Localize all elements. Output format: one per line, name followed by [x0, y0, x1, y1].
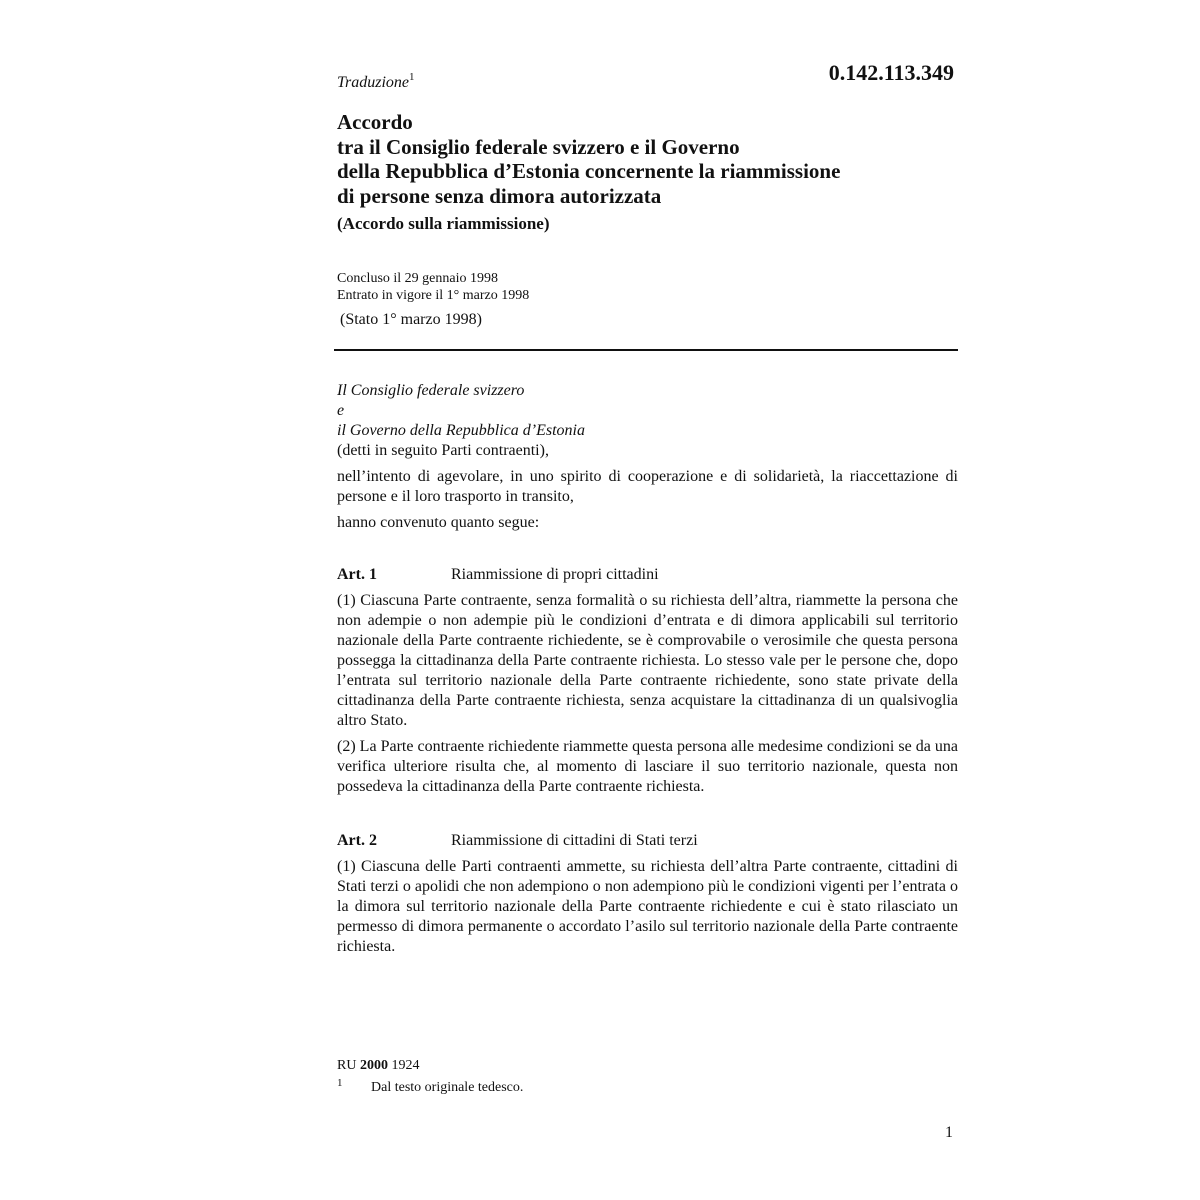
dates-block	[337, 270, 529, 304]
article-1	[337, 565, 958, 797]
article-title: Riammissione di propri cittadini	[451, 566, 659, 583]
conjunction: e	[337, 402, 345, 419]
preamble-agreed: hanno convenuto quanto segue:	[337, 514, 540, 531]
page-number: 1	[945, 1124, 953, 1141]
party-swiss: Il Consiglio federale svizzero	[337, 382, 525, 399]
in-force-date: Entrato in vigore il 1° marzo 1998	[337, 288, 530, 303]
title-line: della Repubblica d’Estonia concernente la riammissione	[337, 159, 841, 183]
sr-number: 0.142.113.349	[828, 60, 954, 85]
footnote-text: Dal testo originale tedesco.	[371, 1080, 524, 1095]
ru-year: 2000	[359, 1058, 388, 1073]
footnote-number: 1	[337, 1077, 343, 1089]
preamble	[337, 381, 958, 533]
article-number: Art. 2	[337, 832, 377, 849]
article-paragraph: (1) Ciascuna Parte contraente, senza formalità o su richiesta dell’altra, riammette la persona che non adempie o non adempie più le condizioni d’entrata e di dimora applicabili sul territorio nazionale della Parte contraente richiedente, se è comprovabile o verosimile che questa persona possegga la cittadinanza della Parte contraente richiesta. Lo stesso vale per le persone che, dopo l’entrata sul territorio nazionale della Parte contraente richiedente, sono state private della cittadinanza della Parte contraente richiesta, senza acquistare la cittadinanza di un qualsivoglia altro Stato.	[337, 592, 958, 729]
article-paragraph: (1) Ciascuna delle Parti contraenti ammette, su richiesta dell’altra Parte contraente, cittadini di Stati terzi o apolidi che non adempiono o non adempiono più le condizioni vigenti per l’entrata o la dimora sul territorio nazionale della Parte contraente richiedente e cui è stato rilasciato un permesso di dimora permanente o accordato l’asilo sul territorio nazionale della Parte contraente richiesta.	[337, 858, 958, 955]
ru-reference	[337, 1058, 419, 1074]
concluded-date: Concluso il 29 gennaio 1998	[337, 271, 498, 286]
article-heading	[337, 831, 958, 851]
preamble-intent: nell’intento di agevolare, in uno spirito di cooperazione e di solidarietà, la riaccettazione di persone e il loro trasporto in transito,	[337, 468, 958, 505]
parties-designation: (detti in seguito Parti contraenti),	[337, 442, 549, 459]
title-line: Accordo	[337, 110, 413, 134]
article-title: Riammissione di cittadini di Stati terzi	[451, 832, 698, 849]
article-paragraph: (2) La Parte contraente richiedente riammette questa persona alle medesime condizioni se da una verifica ulteriore risulta che, al momento di lasciare il suo territorio nazionale, questa non possedeva la cittadinanza della Parte contraente richiesta.	[337, 738, 958, 795]
footnote	[337, 1077, 524, 1096]
article-heading	[337, 565, 958, 585]
horizontal-rule	[334, 349, 958, 351]
title-line: tra il Consiglio federale svizzero e il Governo	[337, 134, 740, 159]
status-date: (Stato 1° marzo 1998)	[340, 311, 482, 328]
title-line: di persone senza dimora autorizzata	[337, 183, 662, 208]
ru-page: 1924	[391, 1058, 420, 1073]
translation-label: Traduzione$^1$	[337, 71, 415, 91]
document-title	[337, 110, 957, 208]
article-number: Art. 1	[337, 566, 377, 583]
article-2	[337, 831, 958, 957]
ru-prefix: RU	[337, 1058, 357, 1073]
footnote-ref[interactable]: 1	[409, 71, 415, 83]
short-title: (Accordo sulla riammissione)	[337, 214, 550, 233]
party-estonia: il Governo della Repubblica d’Estonia	[337, 422, 585, 439]
